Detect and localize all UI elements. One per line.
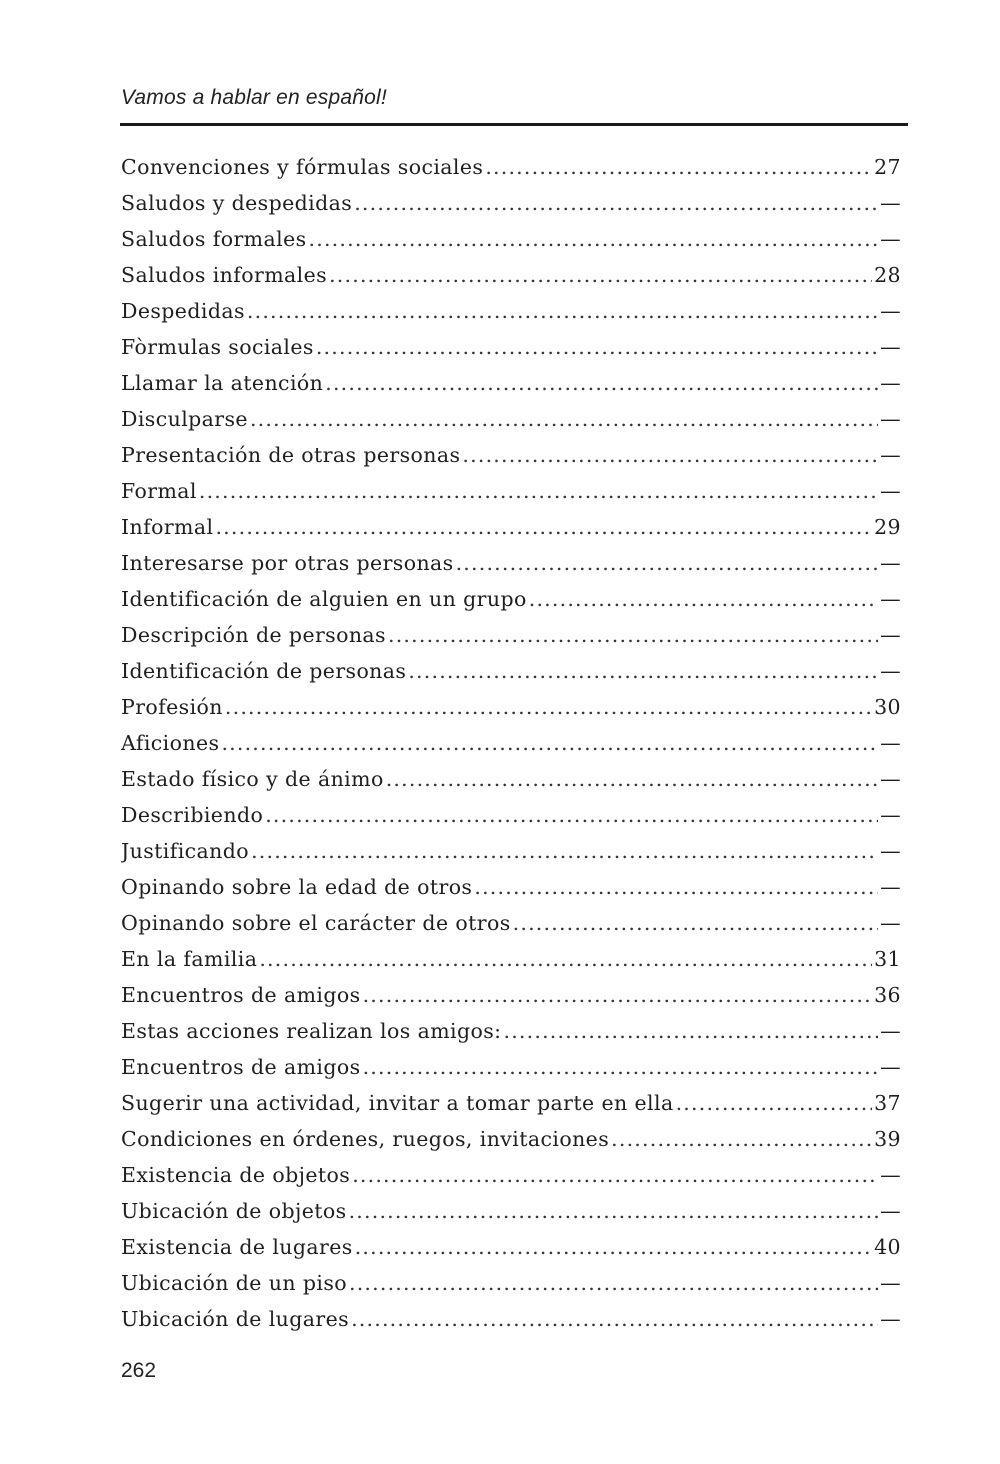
toc-entry-title: Sugerir una actividad, invitar a tomar parte en ella xyxy=(121,1091,674,1115)
toc-entry-page: 28 xyxy=(874,263,901,287)
toc-dot-leader xyxy=(259,947,872,971)
toc-entry-page: — xyxy=(880,1271,901,1295)
toc-entry-title: Informal xyxy=(121,515,214,539)
toc-entry xyxy=(121,1091,901,1127)
toc-entry-page: 30 xyxy=(874,695,901,719)
toc-entry-page: 40 xyxy=(874,1235,901,1259)
toc-entry-title: Despedidas xyxy=(121,299,245,323)
toc-entry xyxy=(121,731,901,767)
toc-entry-title: Identificación de alguien en un grupo xyxy=(121,587,527,611)
toc-entry xyxy=(121,875,901,911)
toc-entry xyxy=(121,767,901,803)
toc-entry-page: — xyxy=(880,1055,901,1079)
toc-entry-page: — xyxy=(880,767,901,791)
toc-entry xyxy=(121,479,901,515)
toc-entry-page: — xyxy=(880,335,901,359)
toc-entry xyxy=(121,1307,901,1343)
toc-dot-leader xyxy=(349,1271,878,1295)
toc-entry-page: — xyxy=(880,1199,901,1223)
toc-entry-page: — xyxy=(880,1019,901,1043)
toc-entry-page: — xyxy=(880,551,901,575)
toc-dot-leader xyxy=(221,731,878,755)
toc-dot-leader xyxy=(363,1055,879,1079)
toc-entry-page: 37 xyxy=(874,1091,901,1115)
toc-entry-title: Opinando sobre el carácter de otros xyxy=(121,911,511,935)
toc-dot-leader xyxy=(355,1235,872,1259)
toc-entry-title: Saludos informales xyxy=(121,263,328,287)
toc-dot-leader xyxy=(352,1163,878,1187)
toc-dot-leader xyxy=(215,515,872,539)
header-divider xyxy=(120,123,908,126)
running-header-title: Vamos a hablar en español! xyxy=(121,86,387,109)
toc-entry-page: 27 xyxy=(874,155,901,179)
toc-entry-title: Estas acciones realizan los amigos: xyxy=(121,1019,502,1043)
toc-entry-title: Justificando xyxy=(121,839,250,863)
toc-dot-leader xyxy=(529,587,878,611)
toc-dot-leader xyxy=(247,299,878,323)
toc-entry-title: Aficiones xyxy=(121,731,220,755)
toc-entry-title: Ubicación de un piso xyxy=(121,1271,347,1295)
toc-entry xyxy=(121,1199,901,1235)
toc-entry xyxy=(121,1055,901,1091)
toc-entry-page: — xyxy=(880,479,901,503)
toc-entry xyxy=(121,443,901,479)
toc-entry-page: 36 xyxy=(874,983,901,1007)
toc-entry xyxy=(121,1271,901,1307)
toc-entry-title: Descripción de personas xyxy=(121,623,386,647)
toc-entry-title: En la familia xyxy=(121,947,258,971)
toc-entry xyxy=(121,803,901,839)
toc-dot-leader xyxy=(485,155,872,179)
toc-dot-leader xyxy=(199,479,878,503)
toc-entry-title: Ubicación de objetos xyxy=(121,1199,347,1223)
toc-entry xyxy=(121,227,901,263)
toc-entry-title: Saludos y despedidas xyxy=(121,191,353,215)
toc-entry-page: — xyxy=(880,731,901,755)
toc-entry-title: Identificación de personas xyxy=(121,659,407,683)
toc-entry-page: — xyxy=(880,839,901,863)
toc-entry-title: Estado físico y de ánimo xyxy=(121,767,384,791)
toc-entry xyxy=(121,263,901,299)
toc-entry xyxy=(121,299,901,335)
toc-entry-title: Ubicación de lugares xyxy=(121,1307,350,1331)
toc-entry-page: — xyxy=(880,659,901,683)
toc-entry xyxy=(121,551,901,587)
toc-entry-title: Describiendo xyxy=(121,803,264,827)
toc-entry-page: 31 xyxy=(874,947,901,971)
toc-entry-title: Convenciones y fórmulas sociales xyxy=(121,155,484,179)
toc-dot-leader xyxy=(456,551,879,575)
toc-entry-page: — xyxy=(880,1163,901,1187)
toc-dot-leader xyxy=(474,875,878,899)
toc-entry-title: Profesión xyxy=(121,695,223,719)
toc-entry-title: Fòrmulas sociales xyxy=(121,335,314,359)
toc-entry xyxy=(121,695,901,731)
toc-dot-leader xyxy=(251,839,878,863)
toc-dot-leader xyxy=(349,1199,879,1223)
toc-dot-leader xyxy=(329,263,872,287)
toc-entry-title: Interesarse por otras personas xyxy=(121,551,454,575)
toc-entry xyxy=(121,587,901,623)
toc-entry-page: — xyxy=(880,227,901,251)
toc-entry-page: — xyxy=(880,587,901,611)
toc-dot-leader xyxy=(363,983,873,1007)
toc-entry-page: 29 xyxy=(874,515,901,539)
toc-entry xyxy=(121,659,901,695)
toc-dot-leader xyxy=(513,911,878,935)
toc-entry xyxy=(121,1163,901,1199)
toc-entry xyxy=(121,947,901,983)
toc-entry-title: Opinando sobre la edad de otros xyxy=(121,875,473,899)
toc-dot-leader xyxy=(265,803,878,827)
toc-entry-title: Presentación de otras personas xyxy=(121,443,461,467)
toc-entry xyxy=(121,623,901,659)
toc-entry-page: — xyxy=(880,875,901,899)
toc-entry xyxy=(121,335,901,371)
toc-entry xyxy=(121,155,901,191)
toc-dot-leader xyxy=(316,335,878,359)
toc-entry-title: Disculparse xyxy=(121,407,248,431)
toc-dot-leader xyxy=(225,695,872,719)
toc-entry xyxy=(121,191,901,227)
toc-dot-leader xyxy=(676,1091,873,1115)
toc-entry-title: Saludos formales xyxy=(121,227,307,251)
toc-entry xyxy=(121,839,901,875)
toc-dot-leader xyxy=(504,1019,879,1043)
toc-entry-page: — xyxy=(880,299,901,323)
toc-entry-page: — xyxy=(880,407,901,431)
toc-dot-leader xyxy=(408,659,878,683)
toc-entry-page: — xyxy=(880,443,901,467)
toc-entry-title: Existencia de lugares xyxy=(121,1235,353,1259)
toc-entry xyxy=(121,407,901,443)
toc-dot-leader xyxy=(354,191,878,215)
toc-entry-title: Encuentros de amigos xyxy=(121,1055,361,1079)
toc-entry xyxy=(121,983,901,1019)
toc-entry xyxy=(121,1127,901,1163)
page-number: 262 xyxy=(121,1359,157,1382)
table-of-contents xyxy=(121,155,901,1343)
toc-dot-leader xyxy=(325,371,878,395)
toc-dot-leader xyxy=(462,443,878,467)
toc-entry-page: — xyxy=(880,191,901,215)
toc-entry-title: Formal xyxy=(121,479,197,503)
toc-dot-leader xyxy=(309,227,879,251)
toc-entry xyxy=(121,515,901,551)
toc-entry-page: — xyxy=(880,623,901,647)
toc-entry-title: Existencia de objetos xyxy=(121,1163,351,1187)
toc-dot-leader xyxy=(388,623,878,647)
toc-entry-title: Llamar la atención xyxy=(121,371,324,395)
toc-entry-page: — xyxy=(880,1307,901,1331)
toc-entry xyxy=(121,371,901,407)
toc-entry-title: Encuentros de amigos xyxy=(121,983,361,1007)
toc-dot-leader xyxy=(351,1307,878,1331)
toc-dot-leader xyxy=(611,1127,872,1151)
toc-entry-page: — xyxy=(880,803,901,827)
toc-entry xyxy=(121,1019,901,1055)
toc-entry-title: Condiciones en órdenes, ruegos, invitaciones xyxy=(121,1127,610,1151)
toc-entry xyxy=(121,911,901,947)
toc-entry xyxy=(121,1235,901,1271)
toc-dot-leader xyxy=(250,407,878,431)
toc-entry-page: 39 xyxy=(874,1127,901,1151)
toc-entry-page: — xyxy=(880,371,901,395)
toc-dot-leader xyxy=(386,767,878,791)
toc-entry-page: — xyxy=(880,911,901,935)
